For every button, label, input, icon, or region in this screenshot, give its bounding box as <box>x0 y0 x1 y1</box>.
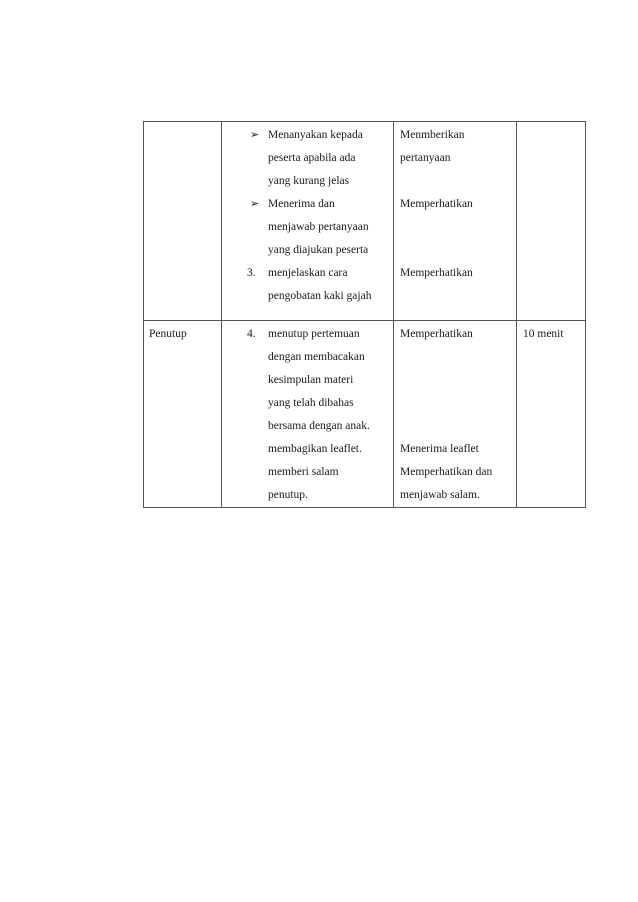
activity-line: yang kurang jelas <box>268 175 350 187</box>
response-line <box>400 369 510 392</box>
activity-cell <box>222 321 394 508</box>
table-row <box>144 321 586 508</box>
response-line: pertanyaan <box>400 152 451 164</box>
response-line <box>400 239 510 262</box>
response-line <box>400 216 510 239</box>
activity-line: ➢ Menerima dan <box>222 193 387 216</box>
activity-line: kesimpulan materi <box>268 374 354 386</box>
activity-line: ➢ Menanyakan kepada <box>222 124 387 147</box>
activity-line: pengobatan kaki gajah <box>268 290 372 302</box>
activity-line: yang telah dibahas <box>268 397 354 409</box>
response-line: Menerima leaflet <box>400 443 479 455</box>
activity-line: dengan membacakan <box>268 351 365 363</box>
activity-line: penutup. <box>268 489 308 501</box>
activity-line: memberi salam <box>268 466 339 478</box>
time-label <box>517 122 585 124</box>
response-cell <box>394 122 517 321</box>
response-line <box>400 415 510 438</box>
time-cell <box>517 122 586 321</box>
list-number: 4. <box>247 328 256 340</box>
activity-line: peserta apabila ada <box>268 152 356 164</box>
response-cell <box>394 321 517 508</box>
response-line <box>400 170 510 193</box>
phase-label <box>144 122 221 124</box>
response-line <box>400 392 510 415</box>
arrow-bullet-icon: ➢ <box>250 129 260 141</box>
response-line: Memperhatikan <box>400 267 473 279</box>
phase-cell <box>144 321 222 508</box>
activity-line: menjawab pertanyaan <box>268 221 369 233</box>
time-cell <box>517 321 586 508</box>
phase-cell <box>144 122 222 321</box>
activity-line: bersama dengan anak. <box>268 420 370 432</box>
activity-line: yang diajukan peserta <box>268 244 369 256</box>
phase-label: Penutup <box>149 328 187 340</box>
activity-cell <box>222 122 394 321</box>
table-row <box>144 122 586 321</box>
response-line: Memperhatikan <box>400 328 473 340</box>
response-line <box>400 346 510 369</box>
activity-line: membagikan leaflet. <box>268 443 362 455</box>
activity-line: 3. menjelaskan cara <box>222 262 387 285</box>
lesson-plan-table <box>143 121 586 508</box>
arrow-bullet-icon: ➢ <box>250 198 260 210</box>
time-label: 10 menit <box>523 328 564 340</box>
response-line: Menmberikan <box>400 129 465 141</box>
response-line: menjawab salam. <box>400 489 480 501</box>
list-number: 3. <box>247 267 256 279</box>
response-line: Memperhatikan dan <box>400 466 493 478</box>
response-line: Memperhatikan <box>400 198 473 210</box>
activity-line: 4. menutup pertemuan <box>222 323 387 346</box>
